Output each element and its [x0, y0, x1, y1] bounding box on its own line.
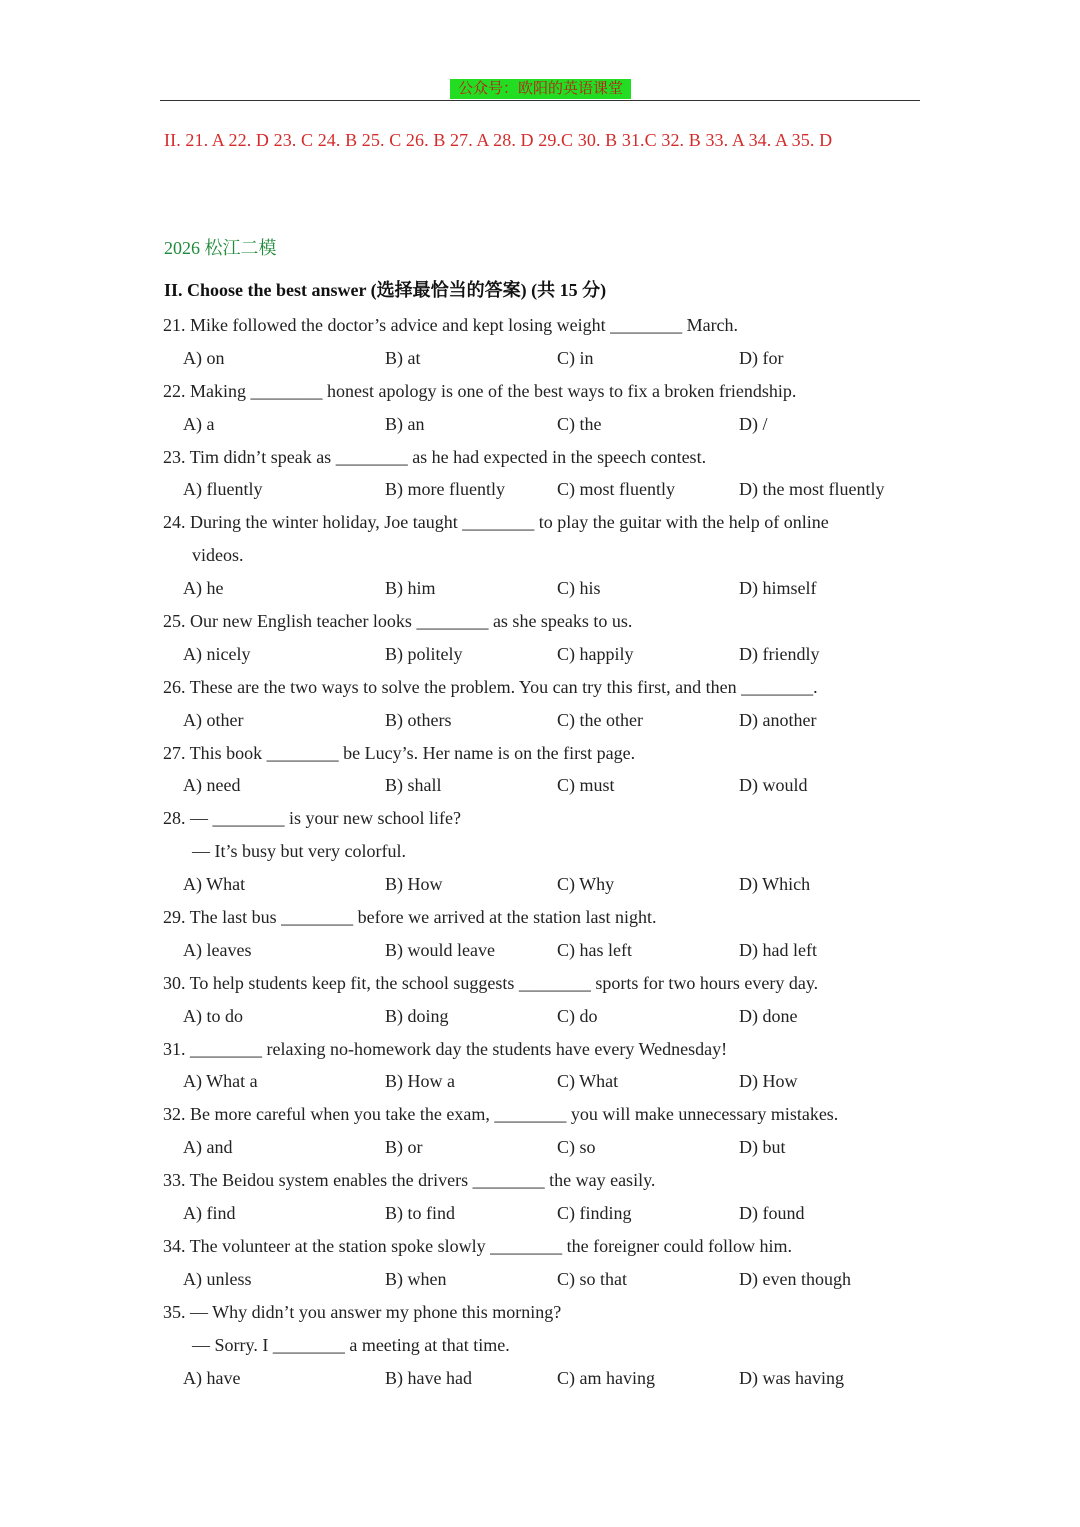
- option-b: B) shall: [385, 775, 442, 796]
- header-badge: 公众号：欧阳的英语课堂: [450, 79, 631, 99]
- option-c: C) Why: [557, 874, 615, 895]
- question-text: 28. — ________ is your new school life?: [163, 808, 461, 829]
- option-c: C) am having: [557, 1367, 655, 1388]
- question-text: 24. During the winter holiday, Joe taught ________ to play the guitar with the help of online: [163, 512, 829, 533]
- options-row: [0, 769, 1080, 802]
- question-text: 29. The last bus ________ before we arrived at the station last night.: [163, 907, 657, 928]
- options-row: [0, 1263, 1080, 1296]
- option-b: B) would leave: [385, 939, 495, 960]
- option-d: D) was having: [739, 1367, 844, 1388]
- option-c: C) the other: [557, 709, 643, 730]
- question-stem-continued: [0, 1329, 1080, 1362]
- question-stem: [0, 967, 1080, 1000]
- option-d: D) for: [739, 347, 784, 368]
- option-c: C) do: [557, 1005, 598, 1026]
- option-d: D) friendly: [739, 643, 820, 664]
- question-stem: [0, 1033, 1080, 1066]
- instruction-heading: II. Choose the best answer (选择最恰当的答案) (共 15 分): [164, 280, 607, 300]
- option-c: C) most fluently: [557, 479, 675, 500]
- option-a: A) and: [183, 1137, 233, 1158]
- question-list: [0, 309, 1080, 1394]
- options-row: [0, 1131, 1080, 1164]
- option-d: D) found: [739, 1203, 805, 1224]
- option-a: A) find: [183, 1203, 236, 1224]
- options-row: [0, 473, 1080, 506]
- option-c: C) the: [557, 413, 602, 434]
- question-text: 26. These are the two ways to solve the problem. You can try this first, and then ________.: [163, 676, 818, 697]
- question-text: 25. Our new English teacher looks ________ as she speaks to us.: [163, 611, 633, 632]
- options-row: [0, 1000, 1080, 1033]
- options-row: [0, 868, 1080, 901]
- question-stem: [0, 1296, 1080, 1329]
- option-c: C) happily: [557, 643, 634, 664]
- option-b: B) have had: [385, 1367, 472, 1388]
- option-a: A) on: [183, 347, 225, 368]
- option-d: D) even though: [739, 1268, 851, 1289]
- option-b: B) more fluently: [385, 479, 505, 500]
- question-text: 33. The Beidou system enables the drivers ________ the way easily.: [163, 1170, 656, 1191]
- option-d: D) another: [739, 709, 817, 730]
- question-text: 35. — Why didn’t you answer my phone this morning?: [163, 1301, 562, 1322]
- question-stem: [0, 671, 1080, 704]
- options-row: [0, 408, 1080, 441]
- option-c: C) must: [557, 775, 615, 796]
- question-text: 31. ________ relaxing no-homework day the students have every Wednesday!: [163, 1038, 728, 1059]
- option-c: C) finding: [557, 1203, 632, 1224]
- question-text: 34. The volunteer at the station spoke slowly ________ the foreigner could follow him.: [163, 1235, 793, 1256]
- question-stem: [0, 901, 1080, 934]
- option-b: B) at: [385, 347, 421, 368]
- option-a: A) What a: [183, 1071, 258, 1092]
- question-stem: [0, 802, 1080, 835]
- option-d: D) How: [739, 1071, 798, 1092]
- option-d: D) had left: [739, 939, 817, 960]
- question-text: — It’s busy but very colorful.: [192, 841, 406, 862]
- options-row: [0, 704, 1080, 737]
- answer-key: II. 21. A 22. D 23. C 24. B 25. C 26. B 27. A 28. D 29.C 30. B 31.C 32. B 33. A 34. A 35. D: [164, 130, 833, 150]
- question-text: 21. Mike followed the doctor’s advice and kept losing weight ________ March.: [163, 315, 739, 335]
- option-a: A) fluently: [183, 479, 263, 500]
- option-a: A) unless: [183, 1268, 252, 1289]
- option-a: A) other: [183, 709, 244, 730]
- question-stem: [0, 737, 1080, 770]
- option-b: B) or: [385, 1137, 423, 1158]
- options-row: [0, 1362, 1080, 1395]
- question-text: — Sorry. I ________ a meeting at that time.: [192, 1334, 510, 1355]
- option-c: C) in: [557, 347, 594, 368]
- options-row: [0, 638, 1080, 671]
- option-a: A) leaves: [183, 939, 252, 960]
- question-text: 22. Making ________ honest apology is one of the best ways to fix a broken friendship.: [163, 380, 797, 401]
- question-stem-continued: [0, 539, 1080, 572]
- option-a: A) have: [183, 1367, 241, 1388]
- option-a: A) a: [183, 413, 215, 434]
- question-text: videos.: [192, 545, 244, 566]
- option-d: D) but: [739, 1137, 786, 1158]
- question-stem: [0, 1230, 1080, 1263]
- question-stem: [0, 506, 1080, 539]
- option-c: C) so: [557, 1137, 596, 1158]
- question-stem: [0, 309, 1080, 342]
- options-row: [0, 572, 1080, 605]
- question-stem: [0, 441, 1080, 474]
- option-b: B) How a: [385, 1071, 455, 1092]
- question-text: 30. To help students keep fit, the school suggests ________ sports for two hours every day.: [163, 972, 819, 993]
- option-d: D) the most fluently: [739, 479, 885, 500]
- option-d: D) Which: [739, 874, 811, 895]
- option-d: D) himself: [739, 578, 817, 599]
- question-stem: [0, 1164, 1080, 1197]
- header-divider: [160, 100, 920, 101]
- option-c: C) has left: [557, 939, 632, 960]
- option-a: A) nicely: [183, 643, 251, 664]
- option-c: C) so that: [557, 1268, 627, 1289]
- option-b: B) when: [385, 1268, 447, 1289]
- option-b: B) an: [385, 413, 425, 434]
- option-b: B) him: [385, 578, 436, 599]
- option-d: D) /: [739, 413, 768, 434]
- option-b: B) politely: [385, 643, 463, 664]
- option-b: B) others: [385, 709, 452, 730]
- option-a: A) he: [183, 578, 224, 599]
- question-stem: [0, 605, 1080, 638]
- options-row: [0, 342, 1080, 375]
- question-stem: [0, 375, 1080, 408]
- option-a: A) need: [183, 775, 241, 796]
- option-d: D) done: [739, 1005, 798, 1026]
- question-text: 27. This book ________ be Lucy’s. Her name is on the first page.: [163, 742, 636, 763]
- option-c: C) What: [557, 1071, 619, 1092]
- section-title: 2026 松江二模: [164, 238, 277, 258]
- option-a: A) What: [183, 874, 246, 895]
- options-row: [0, 934, 1080, 967]
- option-d: D) would: [739, 775, 808, 796]
- question-stem-continued: [0, 835, 1080, 868]
- options-row: [0, 1065, 1080, 1098]
- option-b: B) doing: [385, 1005, 449, 1026]
- options-row: [0, 1197, 1080, 1230]
- option-c: C) his: [557, 578, 601, 599]
- option-a: A) to do: [183, 1005, 243, 1026]
- question-text: 32. Be more careful when you take the exam, ________ you will make unnecessary mistakes.: [163, 1104, 839, 1125]
- option-b: B) How: [385, 874, 443, 895]
- question-stem: [0, 1098, 1080, 1131]
- question-text: 23. Tim didn’t speak as ________ as he had expected in the speech contest.: [163, 446, 707, 467]
- option-b: B) to find: [385, 1203, 455, 1224]
